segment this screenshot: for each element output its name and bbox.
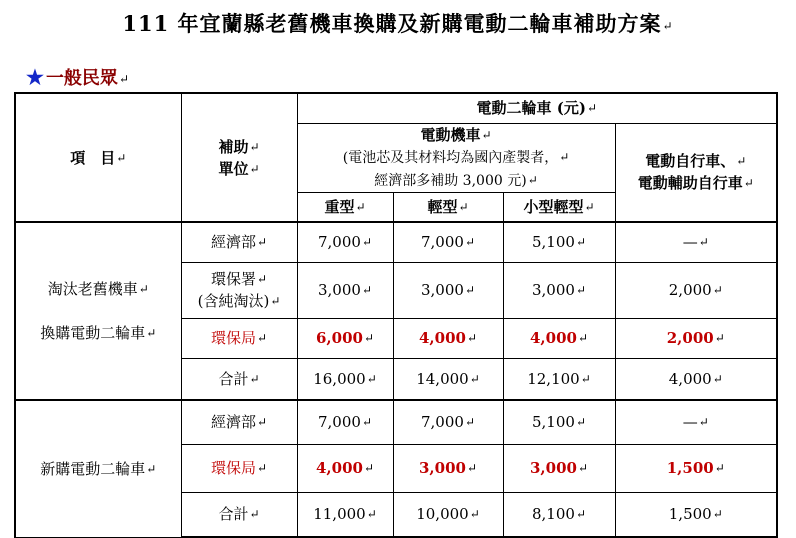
value-cell: 5,100↵: [503, 400, 615, 444]
header-group: 電動二輪車 (元)↵: [297, 93, 777, 123]
group-label: 淘汰老舊機車↵ 換購電動二輪車↵: [15, 222, 181, 400]
value-cell: 1,500↵: [615, 444, 777, 492]
value-cell: 11,000↵: [297, 492, 393, 537]
document-title: [0, 8, 796, 38]
header-col-heavy: 重型↵: [297, 192, 393, 222]
unit-cell: 經濟部↵: [181, 400, 297, 444]
table-row: [15, 222, 777, 262]
unit-cell: 合計↵: [181, 358, 297, 400]
header-item: 項 目↵: [15, 93, 181, 222]
header-col-light: 輕型↵: [393, 192, 503, 222]
value-cell: 7,000↵: [297, 222, 393, 262]
unit-cell: 環保局↵: [181, 318, 297, 358]
unit-cell: 合計↵: [181, 492, 297, 537]
value-cell: 3,000↵: [297, 262, 393, 318]
unit-cell: 經濟部↵: [181, 222, 297, 262]
value-cell: 7,000↵: [393, 222, 503, 262]
value-cell: 14,000↵: [393, 358, 503, 400]
header-col-small: 小型輕型↵: [503, 192, 615, 222]
return-mark: ↵: [662, 19, 674, 33]
subsidy-table: [14, 92, 778, 538]
value-cell: 16,000↵: [297, 358, 393, 400]
value-cell: 3,000↵: [503, 262, 615, 318]
value-cell: 3,000↵: [393, 444, 503, 492]
header-row: [15, 93, 777, 123]
value-cell: 10,000↵: [393, 492, 503, 537]
value-cell: 8,100↵: [503, 492, 615, 537]
section-heading: [26, 64, 129, 90]
value-cell: 4,000↵: [297, 444, 393, 492]
return-mark: ↵: [118, 72, 129, 86]
document-title-text: 111 年宜蘭縣老舊機車換購及新購電動二輪車補助方案: [122, 11, 662, 36]
value-cell: 12,100↵: [503, 358, 615, 400]
section-label: 一般民眾: [45, 68, 118, 89]
value-cell: 7,000↵: [393, 400, 503, 444]
value-cell: 2,000↵: [615, 262, 777, 318]
table-row: [15, 400, 777, 444]
star-icon: ★: [26, 65, 44, 89]
header-motorcycle: 電動機車↵ (電池芯及其材料均為國內產製者，↵ 經濟部多補助 3,000 元)↵: [297, 123, 615, 192]
unit-cell: 環保局↵: [181, 444, 297, 492]
unit-cell: 環保署↵ (含純淘汰)↵: [181, 262, 297, 318]
group-label: 新購電動二輪車↵: [15, 400, 181, 537]
value-cell: 7,000↵: [297, 400, 393, 444]
value-cell: 5,100↵: [503, 222, 615, 262]
value-cell: —↵: [615, 400, 777, 444]
value-cell: 1,500↵: [615, 492, 777, 537]
value-cell: 3,000↵: [393, 262, 503, 318]
value-cell: —↵: [615, 222, 777, 262]
header-bicycle: 電動自行車、↵ 電動輔助自行車↵: [615, 123, 777, 222]
value-cell: 4,000↵: [615, 358, 777, 400]
value-cell: 4,000↵: [393, 318, 503, 358]
value-cell: 2,000↵: [615, 318, 777, 358]
value-cell: 4,000↵: [503, 318, 615, 358]
value-cell: 6,000↵: [297, 318, 393, 358]
header-unit: 補助↵ 單位↵: [181, 93, 297, 222]
value-cell: 3,000↵: [503, 444, 615, 492]
